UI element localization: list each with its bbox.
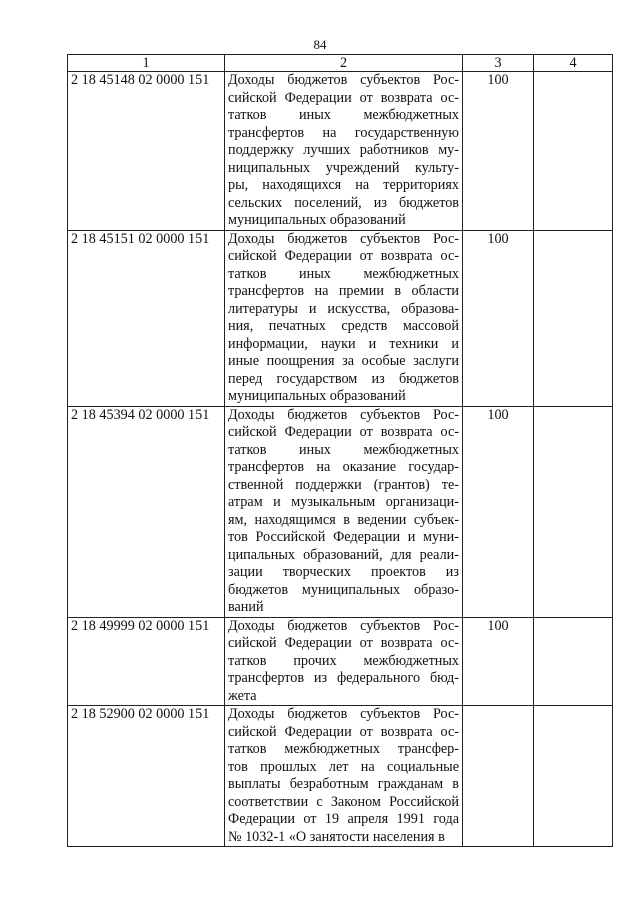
description-line: выплаты безработным гражданам в	[228, 776, 459, 792]
description-line: тов Российской Федерации и муни-	[228, 529, 459, 545]
description-line: татков прочих межбюджетных	[228, 652, 459, 669]
description-line: татков иных межбюджетных	[228, 441, 459, 458]
table-row	[68, 406, 613, 617]
description-line: трансфертов на оказание государ-	[228, 459, 459, 475]
amount-cell: 100	[463, 72, 534, 231]
column-4-cell	[534, 230, 613, 406]
description-line: татков иных межбюджетных	[228, 265, 459, 282]
table-body	[68, 72, 613, 847]
description-line: ципальных образований, для реали-	[228, 546, 459, 563]
description-line: сийской Федерации от возврата ос-	[228, 424, 459, 440]
description-line: татков межбюджетных трансфер-	[228, 741, 459, 757]
description-line: Доходы бюджетов субъектов Рос-	[228, 406, 459, 423]
description-cell	[225, 706, 463, 847]
column-4-cell	[534, 617, 613, 706]
budget-revenue-table	[67, 54, 613, 847]
column-4-cell	[534, 706, 613, 847]
description-cell	[225, 230, 463, 406]
column-header-1: 1	[68, 55, 225, 72]
description-line: татков иных межбюджетных	[228, 107, 459, 123]
description-line: трансфертов из федерального бюд-	[228, 670, 459, 686]
amount-cell	[463, 706, 534, 847]
column-header-4: 4	[534, 55, 613, 72]
description-line: сийской Федерации от возврата ос-	[228, 89, 459, 106]
description-line: зации творческих проектов из	[228, 564, 459, 580]
budget-code-cell: 2 18 52900 02 0000 151	[68, 706, 225, 847]
description-line: ниципальных учреждений культу-	[228, 159, 459, 176]
table-row	[68, 230, 613, 406]
description-cell	[225, 72, 463, 231]
description-line: атрам и музыкальным организаци-	[228, 494, 459, 510]
description-line: поддержку лучших работников му-	[228, 142, 459, 158]
column-header-2: 2	[225, 55, 463, 72]
description-line: ния, печатных средств массовой	[228, 318, 459, 334]
description-cell	[225, 406, 463, 617]
description-line: Доходы бюджетов субъектов Рос-	[228, 72, 459, 88]
description-line: бюджетов муниципальных образо-	[228, 581, 459, 598]
page-number: 84	[313, 37, 327, 52]
description-line: перед государством из бюджетов	[228, 370, 459, 387]
amount-cell: 100	[463, 406, 534, 617]
description-line: ям, находящимся в ведении субъек-	[228, 511, 459, 528]
description-line: иные поощрения за особые заслуги	[228, 353, 459, 369]
description-line: тов прошлых лет на социальные	[228, 758, 459, 775]
amount-cell: 100	[463, 617, 534, 706]
description-line: Доходы бюджетов субъектов Рос-	[228, 617, 459, 634]
description-line: муниципальных образований	[228, 388, 406, 404]
description-line: сийской Федерации от возврата ос-	[228, 723, 459, 740]
description-line: ры, находящихся на территориях	[228, 177, 459, 193]
column-4-cell	[534, 406, 613, 617]
amount-cell: 100	[463, 230, 534, 406]
description-line: трансфертов на премии в области	[228, 283, 459, 299]
column-header-row	[68, 55, 613, 72]
description-line: информации, науки и техники и	[228, 335, 459, 352]
column-header-3: 3	[463, 55, 534, 72]
description-line: ственной поддержки (грантов) те-	[228, 476, 459, 493]
description-line: трансфертов на государственную	[228, 124, 459, 141]
budget-code-cell: 2 18 45151 02 0000 151	[68, 230, 225, 406]
description-line: № 1032-1 «О занятости населения в	[228, 828, 445, 845]
description-line: ваний	[228, 599, 264, 615]
description-line: литературы и искусства, образова-	[228, 300, 459, 317]
budget-code-cell: 2 18 45148 02 0000 151	[68, 72, 225, 231]
description-line: муниципальных образований	[228, 212, 406, 228]
description-line: жета	[228, 687, 257, 704]
budget-code-cell: 2 18 45394 02 0000 151	[68, 406, 225, 617]
description-line: Федерации от 19 апреля 1991 года	[228, 811, 459, 827]
description-line: сельских поселений, из бюджетов	[228, 194, 459, 211]
description-line: сийской Федерации от возврата ос-	[228, 635, 459, 651]
table-row	[68, 617, 613, 706]
budget-code-cell: 2 18 49999 02 0000 151	[68, 617, 225, 706]
table-row	[68, 706, 613, 847]
description-line: сийской Федерации от возврата ос-	[228, 248, 459, 264]
table-row	[68, 72, 613, 231]
column-4-cell	[534, 72, 613, 231]
description-line: Доходы бюджетов субъектов Рос-	[228, 230, 459, 247]
description-line: Доходы бюджетов субъектов Рос-	[228, 706, 459, 722]
description-cell	[225, 617, 463, 706]
description-line: соответствии с Законом Российской	[228, 793, 459, 810]
